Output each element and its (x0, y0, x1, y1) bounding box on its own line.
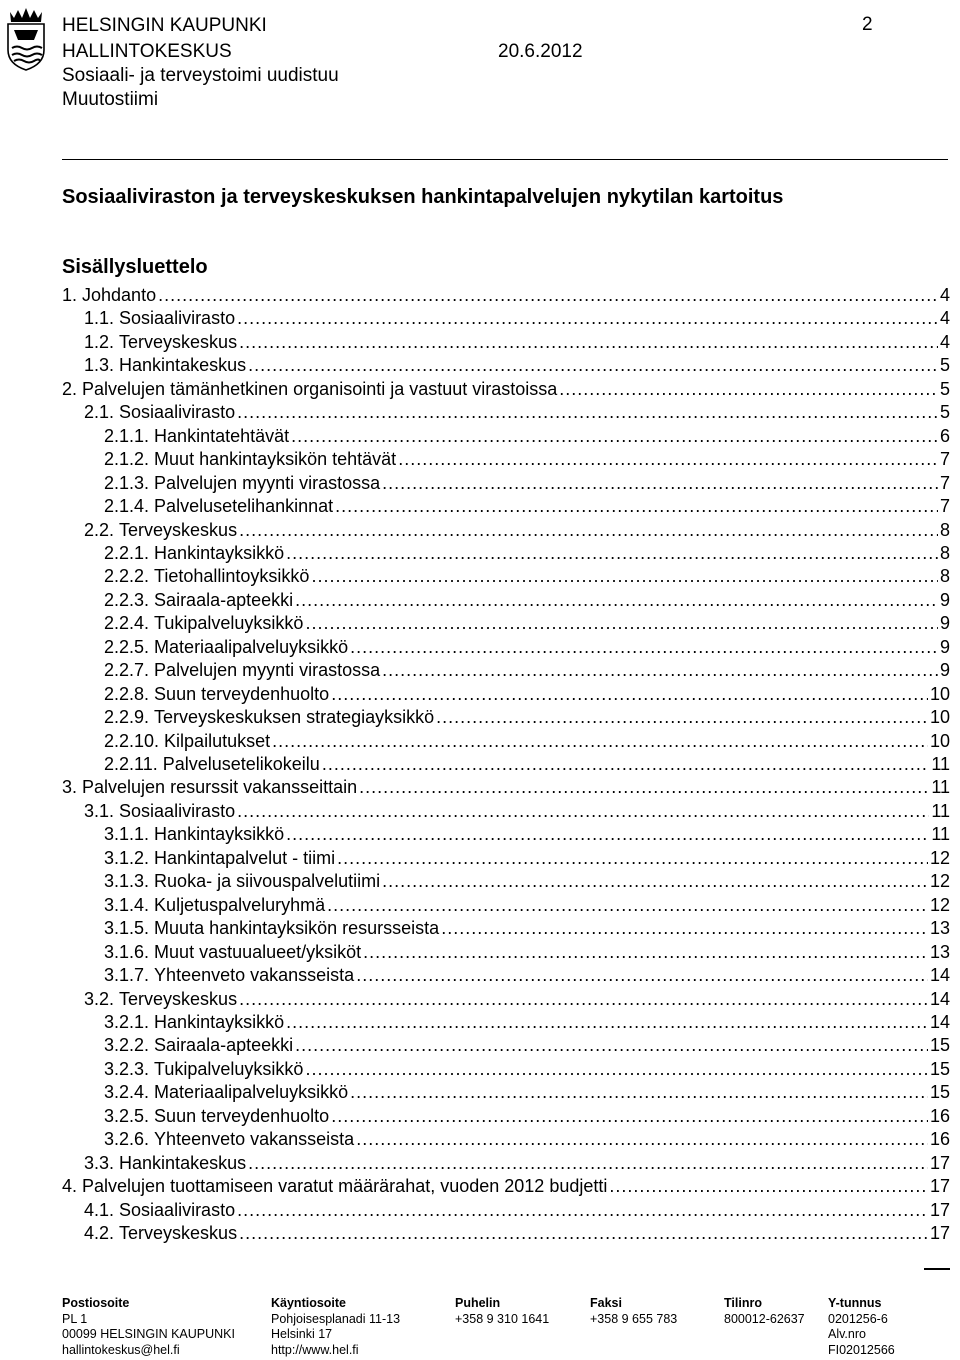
toc-entry[interactable] (104, 472, 950, 496)
toc-entry-number: 3.1. (84, 800, 115, 821)
toc-dot-leader (327, 894, 928, 918)
toc-entry-title: Johdanto (82, 285, 157, 305)
toc-entry-page: 4 (939, 331, 950, 352)
toc-entry[interactable] (104, 753, 950, 777)
toc-entry[interactable] (104, 565, 950, 589)
footer-label: Puhelin (455, 1296, 501, 1310)
toc-entry[interactable] (104, 730, 950, 754)
toc-title: Sisällysluettelo (62, 256, 208, 278)
toc-entry[interactable] (104, 542, 950, 566)
toc-entry-title: Suun terveydenhuolto (154, 683, 330, 704)
toc-entry-title: Suun terveydenhuolto (154, 1105, 330, 1126)
toc-entry[interactable] (104, 964, 950, 988)
toc-entry-number: 3.3. (84, 1152, 115, 1173)
toc-dot-leader (337, 847, 928, 871)
toc-entry[interactable] (84, 354, 950, 378)
toc-entry-title: Hankintayksikkö (154, 1011, 285, 1032)
toc-entry[interactable] (62, 284, 950, 308)
footer-visiting-address (271, 1296, 400, 1358)
toc-entry-page: 5 (939, 378, 950, 399)
toc-entry-page: 17 (929, 1199, 950, 1220)
toc-entry-number: 2.1.2. (104, 449, 150, 470)
toc-entry[interactable] (104, 589, 950, 613)
footer-line: 00099 HELSINGIN KAUPUNKI (62, 1327, 235, 1341)
toc-entry[interactable] (62, 1175, 950, 1199)
toc-entry[interactable] (104, 448, 950, 472)
toc-entry-title: Terveyskeskuksen strategiayksikkö (154, 707, 435, 728)
header-org: HELSINGIN KAUPUNKI (62, 15, 267, 36)
toc-entry-number: 2.1.1. (104, 425, 150, 446)
toc-dot-leader (609, 1175, 928, 1199)
toc-dot-leader (305, 1058, 928, 1082)
toc-dot-leader (286, 542, 938, 566)
toc-entry[interactable] (84, 1152, 950, 1176)
toc-entry-title: Kuljetuspalveluryhmä (154, 894, 326, 915)
toc-entry-number: 1.2. (84, 331, 115, 352)
toc-entry-title: Materiaalipalveluyksikkö (154, 1082, 349, 1103)
toc-entry[interactable] (104, 941, 950, 965)
toc-entry[interactable] (104, 1128, 950, 1152)
toc-dot-leader (237, 800, 929, 824)
toc-entry-number: 3.1.6. (104, 941, 150, 962)
toc-dot-leader (248, 1152, 928, 1176)
toc-entry-title: Terveyskeskus (119, 519, 238, 540)
toc-entry-title: Palvelujen myynti virastossa (154, 660, 381, 681)
footer-postal-address (62, 1296, 235, 1358)
toc-dot-leader (363, 941, 928, 965)
toc-entry-page: 7 (939, 449, 950, 470)
toc-entry-page: 15 (929, 1082, 950, 1103)
toc-entry-page: 15 (929, 1058, 950, 1079)
toc-entry-number: 2.1. (84, 402, 115, 423)
toc-entry[interactable] (104, 636, 950, 660)
footer-account (724, 1296, 805, 1327)
toc-entry-number: 1.1. (84, 308, 115, 329)
toc-entry-number: 2.2.3. (104, 589, 150, 610)
toc-entry-title: Hankintakeskus (119, 1152, 247, 1173)
toc-entry-number: 4. (62, 1176, 78, 1197)
toc-entry[interactable] (84, 401, 950, 425)
toc-entry-title: Kilpailutukset (164, 730, 271, 751)
toc-dot-leader (286, 1011, 928, 1035)
toc-entry-page: 13 (929, 918, 950, 939)
toc-entry-page: 15 (929, 1035, 950, 1056)
footer-line: 800012-62637 (724, 1311, 805, 1326)
toc-entry-title: Sosiaalivirasto (119, 1199, 236, 1220)
toc-entry-page: 8 (939, 566, 950, 587)
toc-entry[interactable] (104, 1058, 950, 1082)
toc-entry-number: 3.1.1. (104, 824, 150, 845)
toc-entry[interactable] (84, 1222, 950, 1246)
toc-entry-page: 14 (929, 988, 950, 1009)
toc-entry-page: 6 (939, 425, 950, 446)
toc-entry-number: 2.1.4. (104, 496, 150, 517)
toc-entry-number: 3.2. (84, 988, 115, 1009)
toc-entry-page: 9 (939, 613, 950, 634)
toc-entry[interactable] (84, 519, 950, 543)
toc-entry-number: 3. (62, 777, 78, 798)
toc-end-underline (924, 1268, 950, 1270)
toc-dot-leader (248, 354, 938, 378)
toc-entry-title: Sosiaalivirasto (119, 308, 236, 329)
footer-business-id (828, 1296, 895, 1358)
toc-entry[interactable] (104, 1011, 950, 1035)
toc-entry-page: 11 (931, 824, 950, 845)
toc-entry[interactable] (104, 659, 950, 683)
toc-entry-page: 16 (929, 1129, 950, 1150)
toc-entry[interactable] (84, 1199, 950, 1223)
toc-entry-title: Sosiaalivirasto (119, 800, 236, 821)
toc-entry[interactable] (104, 1034, 950, 1058)
toc-entry-title: Tukipalveluyksikkö (154, 613, 304, 634)
toc-entry-page: 17 (929, 1176, 950, 1197)
toc-entry[interactable] (104, 495, 950, 519)
toc-entry-number: 2.2.9. (104, 707, 150, 728)
toc-entry-title: Tukipalveluyksikkö (154, 1058, 304, 1079)
toc-entry-page: 11 (931, 754, 950, 774)
toc-dot-leader (237, 401, 938, 425)
footer-line: Pohjoisesplanadi 11-13 (271, 1311, 401, 1326)
toc-entry[interactable] (104, 425, 950, 449)
toc-entry-page: 9 (939, 660, 950, 681)
header-page-number: 2 (862, 14, 873, 35)
toc-dot-leader (441, 917, 928, 941)
toc-dot-leader (359, 776, 929, 800)
toc-entry-number: 3.2.5. (104, 1105, 150, 1126)
toc-entry-number: 3.2.3. (104, 1058, 150, 1079)
toc-dot-leader (305, 612, 938, 636)
toc-entry-number: 2.2.5. (104, 636, 150, 657)
toc-dot-leader (286, 823, 929, 847)
toc-entry-title: Terveyskeskus (119, 988, 238, 1009)
toc-entry-title: Palvelusetelikokeilu (162, 754, 320, 774)
toc-entry-title: Materiaalipalveluyksikkö (154, 636, 349, 657)
toc-entry-page: 8 (939, 519, 950, 540)
helsinki-crest-logo (4, 6, 48, 72)
toc-entry-title: Ruoka- ja siivouspalvelutiimi (154, 871, 381, 892)
toc-entry-page: 12 (929, 847, 950, 868)
toc-entry-number: 2.2. (84, 519, 115, 540)
toc-entry-number: 3.2.2. (104, 1035, 150, 1056)
toc-entry-title: Sairaala-apteekki (154, 589, 294, 610)
footer-line: +358 9 310 1641 (455, 1311, 550, 1326)
toc-entry-title: Tietohallintoyksikkö (154, 566, 310, 587)
toc-entry-title: Hankintayksikkö (154, 824, 285, 845)
toc-entry-title: Sosiaalivirasto (119, 402, 236, 423)
toc-entry-page: 14 (929, 1011, 950, 1032)
toc-entry-page: 5 (939, 355, 950, 376)
toc-entry[interactable] (104, 612, 950, 636)
toc-dot-leader (272, 730, 928, 754)
toc-entry-title: Yhteenveto vakansseista (154, 1129, 355, 1150)
toc-entry[interactable] (84, 988, 950, 1012)
toc-entry-number: 2.1.3. (104, 472, 150, 493)
toc-dot-leader (295, 589, 938, 613)
toc-entry-number: 1.3. (84, 355, 115, 376)
footer-label: Käyntiosoite (271, 1296, 347, 1310)
toc-dot-leader (158, 284, 938, 308)
toc-entry[interactable] (62, 378, 950, 402)
toc-dot-leader (335, 495, 938, 519)
footer-label: Tilinro (724, 1296, 762, 1310)
toc-entry-page: 7 (939, 472, 950, 493)
toc-dot-leader (331, 683, 928, 707)
toc-entry[interactable] (104, 870, 950, 894)
toc-dot-leader (382, 870, 928, 894)
toc-dot-leader (331, 1105, 928, 1129)
toc-dot-leader (237, 1199, 928, 1223)
toc-dot-leader (237, 307, 938, 331)
toc-entry-number: 3.1.5. (104, 918, 150, 939)
toc-entry-title: Hankintatehtävät (154, 425, 290, 446)
toc-dot-leader (559, 378, 938, 402)
footer-fax (590, 1296, 677, 1327)
toc-entry[interactable] (104, 847, 950, 871)
footer-line: +358 9 655 783 (590, 1311, 678, 1326)
toc-dot-leader (382, 472, 938, 496)
toc-dot-leader (382, 659, 938, 683)
footer-label: Postiosoite (62, 1296, 130, 1310)
toc-entry-page: 10 (929, 707, 950, 728)
toc-entry-number: 4.1. (84, 1199, 115, 1220)
toc-entry-page: 12 (929, 871, 950, 892)
toc-dot-leader (356, 964, 928, 988)
toc-entry-page: 9 (939, 589, 950, 610)
toc-entry[interactable] (104, 894, 950, 918)
toc-entry[interactable] (104, 1105, 950, 1129)
toc-entry[interactable] (104, 706, 950, 730)
toc-entry-number: 2. (62, 378, 78, 399)
toc-entry-number: 2.2.2. (104, 566, 150, 587)
toc-entry-title: Hankintakeskus (119, 355, 247, 376)
footer-line: FI02012566 (828, 1342, 895, 1357)
toc-entry-title: Palvelusetelihankinnat (154, 496, 334, 517)
toc-dot-leader (239, 988, 928, 1012)
toc-entry-title: Terveyskeskus (119, 331, 238, 352)
toc-entry-page: 13 (929, 941, 950, 962)
toc-dot-leader (239, 331, 938, 355)
footer-email-link[interactable]: hallintokeskus@hel.fi (62, 1342, 180, 1357)
toc-entry-number: 3.1.7. (104, 965, 150, 986)
toc-entry[interactable] (104, 683, 950, 707)
toc-entry-page: 8 (939, 542, 950, 563)
toc-dot-leader (295, 1034, 928, 1058)
footer-website-link[interactable]: http://www.hel.fi (271, 1342, 359, 1357)
toc-dot-leader (239, 1222, 928, 1246)
toc-entry[interactable] (84, 307, 950, 331)
toc-entry-number: 3.1.4. (104, 894, 150, 915)
toc-entry-number: 3.1.3. (104, 871, 150, 892)
toc-entry-title: Palvelujen resurssit vakansseittain (82, 777, 358, 798)
toc-entry-title: Hankintayksikkö (154, 542, 285, 563)
toc-entry[interactable] (104, 1081, 950, 1105)
toc-entry-title: Muut hankintayksikön tehtävät (154, 449, 397, 470)
toc-entry[interactable] (104, 823, 950, 847)
header-note: Muutostiimi (62, 89, 159, 110)
toc-entry-page: 17 (929, 1152, 950, 1173)
toc-entry-title: Palvelujen tuottamiseen varatut määrärahat, vuoden 2012 budjetti (82, 1176, 608, 1197)
toc-entry[interactable] (62, 776, 950, 800)
toc-entry-page: 4 (939, 285, 950, 305)
toc-dot-leader (291, 425, 938, 449)
toc-entry-number: 3.2.1. (104, 1011, 150, 1032)
toc-entry[interactable] (84, 331, 950, 355)
footer-label: Faksi (590, 1296, 622, 1310)
toc-entry-page: 14 (929, 965, 950, 986)
toc-entry-title: Hankintapalvelut - tiimi (154, 847, 336, 868)
toc-entry-page: 11 (931, 800, 950, 821)
toc-entry-page: 16 (929, 1105, 950, 1126)
toc-entry-number: 3.2.6. (104, 1129, 150, 1150)
toc-dot-leader (239, 519, 938, 543)
toc-entry-title: Sairaala-apteekki (154, 1035, 294, 1056)
footer-line: Helsinki 17 (271, 1327, 333, 1341)
toc-dot-leader (350, 636, 938, 660)
toc-dot-leader (322, 753, 930, 777)
toc-entry-number: 2.2.11. (104, 754, 158, 774)
toc-entry-page: 11 (931, 777, 950, 798)
header-unit: HALLINTOKESKUS (62, 41, 232, 62)
toc-entry-page: 9 (939, 636, 950, 657)
toc-dot-leader (350, 1081, 928, 1105)
footer-line: Alv.nro (828, 1327, 866, 1341)
toc-dot-leader (398, 448, 938, 472)
toc-entry-number: 2.2.4. (104, 613, 150, 634)
header-divider (62, 159, 948, 160)
toc-entry[interactable] (104, 917, 950, 941)
toc-entry-number: 2.2.7. (104, 660, 150, 681)
toc-entry-page: 10 (929, 730, 950, 751)
toc-entry-page: 17 (929, 1223, 950, 1243)
footer-line: 0201256-6 (828, 1311, 888, 1326)
header-subtitle: Sosiaali- ja terveystoimi uudistuu (62, 65, 339, 86)
toc-entry-title: Muut vastuualueet/yksiköt (154, 941, 362, 962)
toc-entry-number: 2.2.1. (104, 542, 150, 563)
toc-entry-title: Yhteenveto vakansseista (154, 965, 355, 986)
toc-entry-number: 1. (62, 285, 78, 305)
toc-entry-page: 12 (929, 894, 950, 915)
toc-entry-title: Palvelujen tämänhetkinen organisointi ja vastuut virastoissa (82, 378, 558, 399)
footer-label: Y-tunnus (828, 1296, 882, 1310)
toc-entry-page: 7 (939, 496, 950, 517)
toc-entry-title: Palvelujen myynti virastossa (154, 472, 381, 493)
toc-entry-page: 10 (929, 683, 950, 704)
document-title: Sosiaaliviraston ja terveyskeskuksen hankintapalvelujen nykytilan kartoitus (62, 186, 784, 208)
toc-entry-page: 4 (939, 308, 950, 329)
toc-entry-title: Terveyskeskus (119, 1223, 238, 1243)
toc-entry[interactable] (84, 800, 950, 824)
toc-dot-leader (356, 1128, 928, 1152)
footer-line: PL 1 (62, 1311, 88, 1326)
toc-entry-number: 3.2.4. (104, 1082, 150, 1103)
toc-dot-leader (436, 706, 928, 730)
toc-entry-number: 2.2.8. (104, 683, 150, 704)
toc-entry-title: Muuta hankintayksikön resursseista (154, 918, 440, 939)
toc-entry-number: 4.2. (84, 1223, 115, 1243)
toc-entry-page: 5 (939, 402, 950, 423)
toc-entry-number: 2.2.10. (104, 730, 160, 751)
toc-dot-leader (311, 565, 938, 589)
footer-phone (455, 1296, 549, 1327)
toc-entry-number: 3.1.2. (104, 847, 150, 868)
header-date: 20.6.2012 (498, 41, 583, 62)
